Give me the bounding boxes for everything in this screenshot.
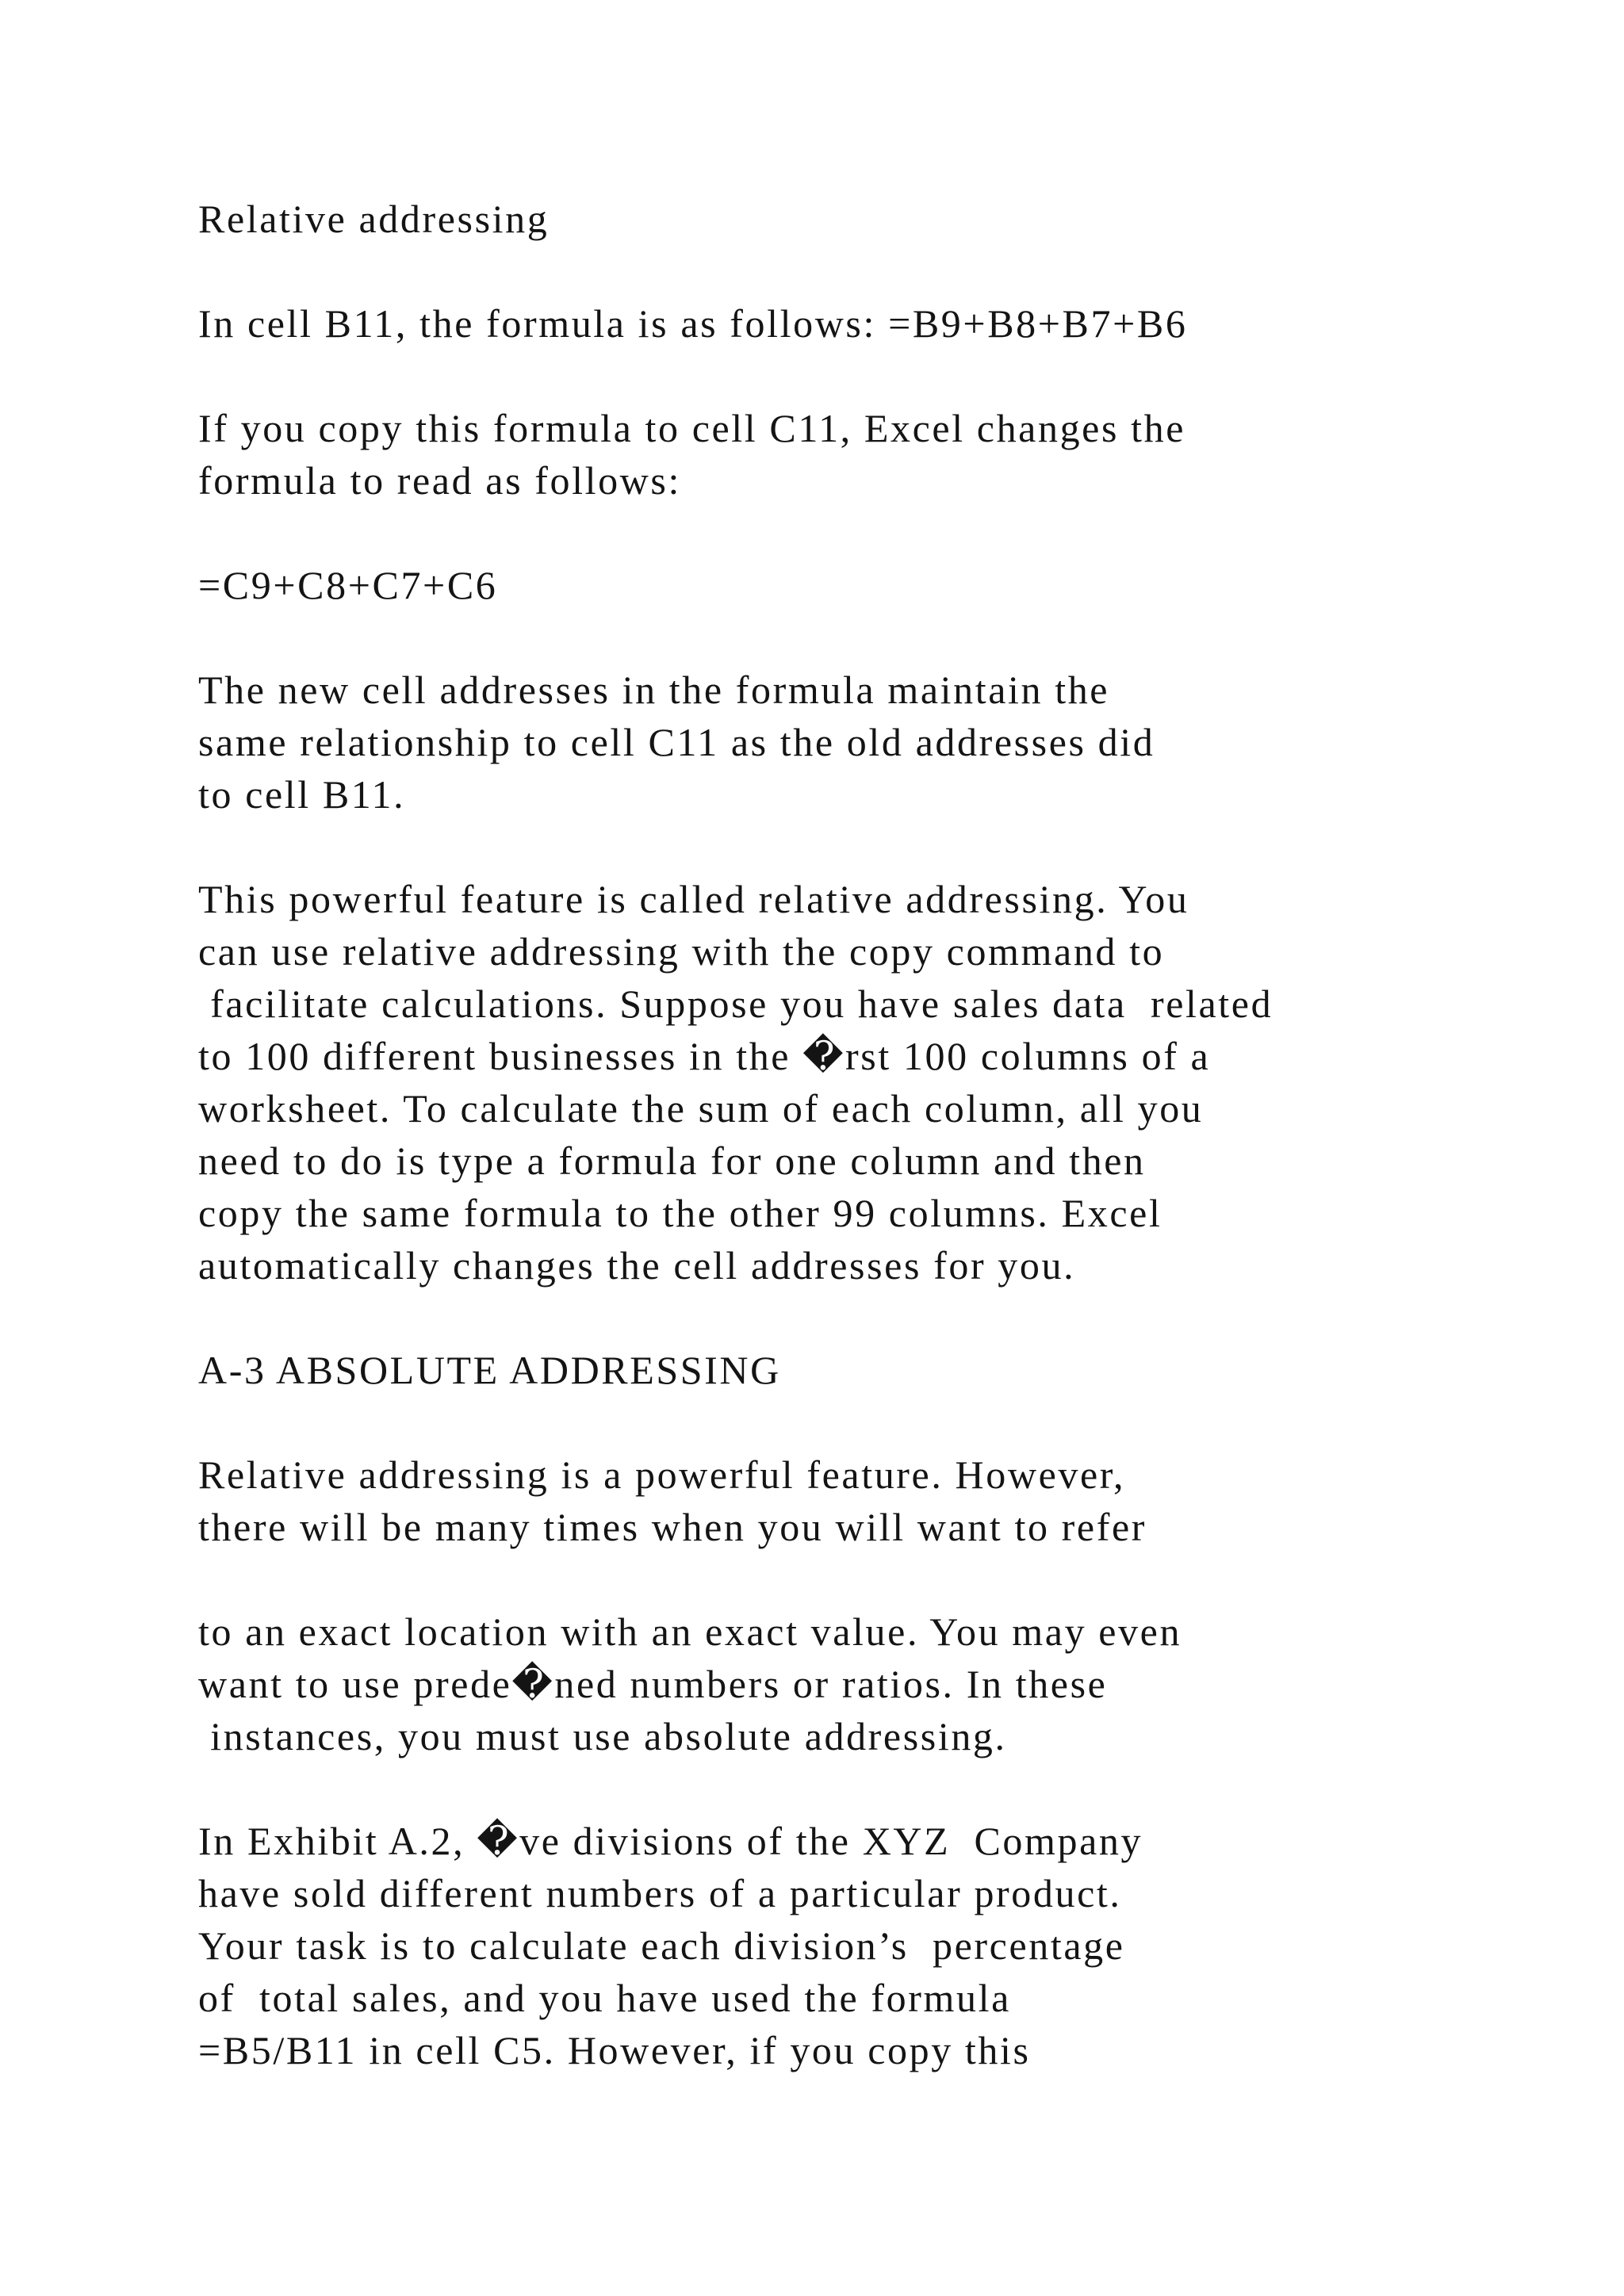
document-body	[198, 193, 1435, 2129]
text-line: can use relative addressing with the copy command to	[198, 929, 1165, 974]
text-line: =B5/B11 in cell C5. However, if you copy this	[198, 2028, 1031, 2072]
text-line: need to do is type a formula for one column and then	[198, 1138, 1146, 1183]
paragraph-exact-location	[198, 1605, 1435, 1762]
text-line: In Exhibit A.2, �ve divisions of the XYZ Company	[198, 1819, 1143, 1863]
paragraph-copy-c11	[198, 402, 1435, 507]
text-line: This powerful feature is called relative addressing. You	[198, 877, 1189, 921]
text-line: worksheet. To calculate the sum of each column, all you	[198, 1086, 1204, 1131]
text-line: have sold different numbers of a particular product.	[198, 1871, 1122, 1915]
paragraph-relative-heading	[198, 193, 1435, 245]
section-heading: A-3 ABSOLUTE ADDRESSING	[198, 1348, 781, 1392]
text-line: to cell B11.	[198, 772, 406, 817]
text-line: of total sales, and you have used the formula	[198, 1976, 1011, 2020]
text-line: In cell B11, the formula is as follows: =B9+B8+B7+B6	[198, 301, 1188, 346]
text-line: same relationship to cell C11 as the old addresses did	[198, 720, 1155, 764]
text-line: If you copy this formula to cell C11, Excel changes the	[198, 406, 1186, 450]
text-line: Your task is to calculate each division’s percentage	[198, 1923, 1125, 1968]
text-line: facilitate calculations. Suppose you have sales data related	[198, 982, 1274, 1026]
paragraph-cell-b11	[198, 297, 1435, 350]
paragraph-exhibit	[198, 1815, 1435, 2076]
paragraph-powerful-feature	[198, 873, 1435, 1292]
text-line: copy the same formula to the other 99 columns. Excel	[198, 1191, 1162, 1235]
text-line: there will be many times when you will want to refer	[198, 1505, 1147, 1549]
formula-line: =C9+C8+C7+C6	[198, 563, 498, 607]
text-line: Relative addressing is a powerful feature. However,	[198, 1452, 1126, 1497]
text-line: want to use prede�ned numbers or ratios. In these	[198, 1662, 1108, 1706]
paragraph-absolute-heading	[198, 1344, 1435, 1396]
text-line: automatically changes the cell addresses for you.	[198, 1243, 1076, 1288]
section-heading: Relative addressing	[198, 197, 550, 241]
text-line: to 100 different businesses in the �rst 100 columns of a	[198, 1034, 1211, 1078]
paragraph-formula-c	[198, 559, 1435, 611]
paragraph-new-addresses	[198, 664, 1435, 821]
text-line: instances, you must use absolute addressing.	[198, 1714, 1007, 1758]
text-line: formula to read as follows:	[198, 458, 681, 503]
paragraph-relative-powerful	[198, 1448, 1435, 1553]
text-line: to an exact location with an exact value. You may even	[198, 1609, 1182, 1654]
text-line: The new cell addresses in the formula maintain the	[198, 668, 1110, 712]
